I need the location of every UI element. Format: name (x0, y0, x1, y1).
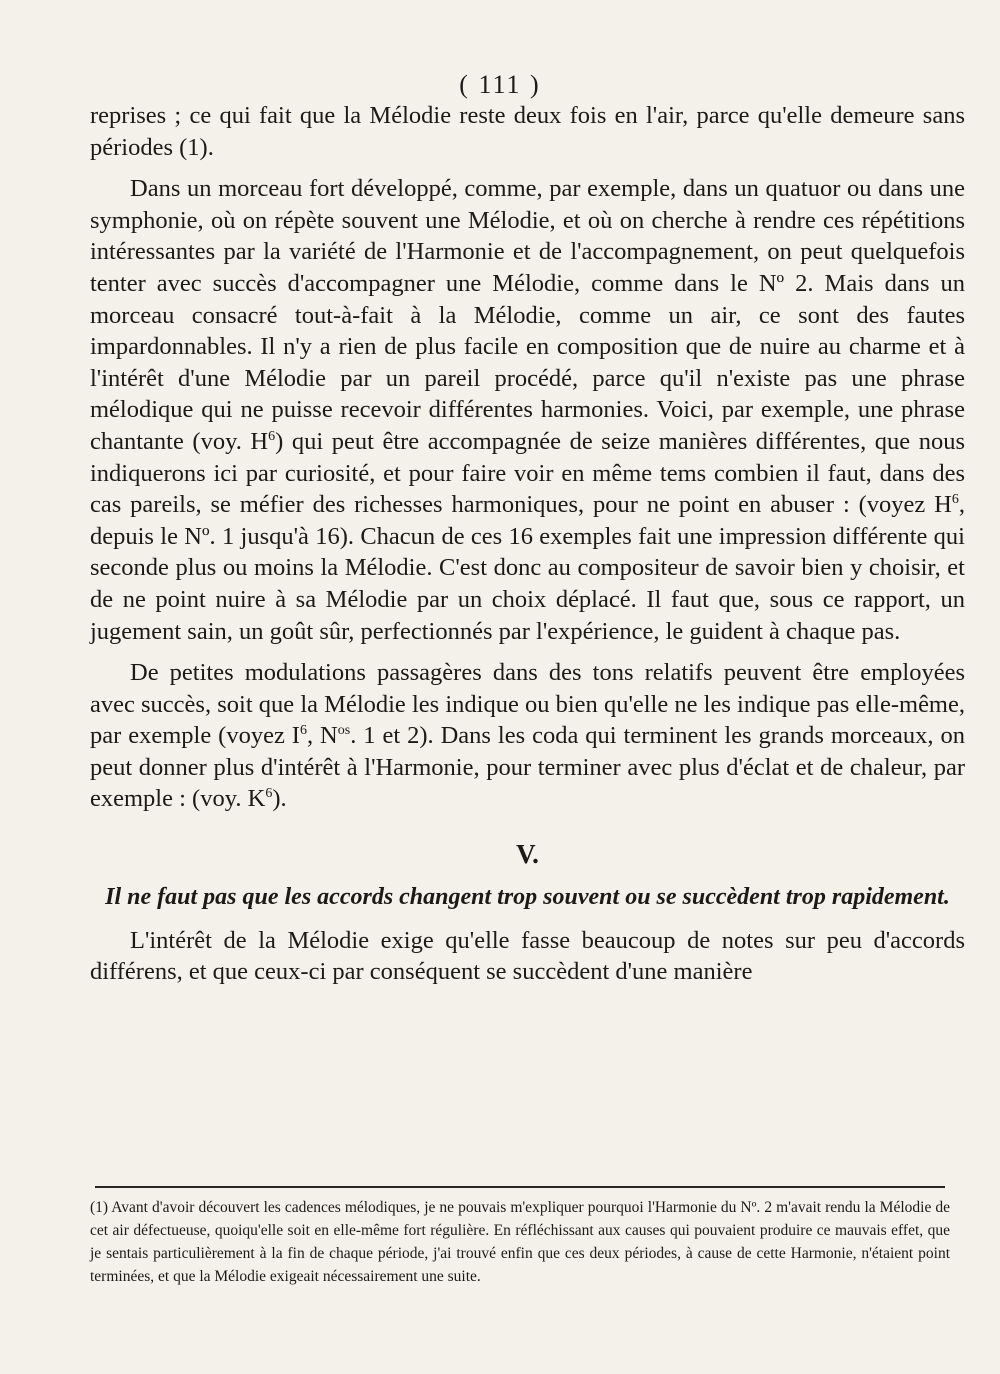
text-run: De petites modulations passagères dans des tons relatifs peuvent être employées avec succès, soit que la Mélodie les indique ou bien qu'elle ne les indique pas elle-même, par exemple (voyez I (90, 659, 965, 750)
section-numeral: V. (516, 839, 539, 870)
text-run: ). (272, 785, 287, 813)
text-run: . 1 et 2). Dans les coda qui terminent les grands morceaux, on peut donner plus d'intérêt à l'Harmonie, pour terminer avec plus d'éclat et de chaleur, par exemple : (voy. K (90, 722, 965, 813)
body-text (90, 100, 965, 988)
text-run: ) qui peut être accompagnée de seize manières différentes, que nous indiquerons ici par curiosité, et pour faire voir en même tems combien il faut, dans des cas pareils, se méfier des richesses harmoniques, pour ne point en abuser : (voyez H (90, 427, 965, 519)
page-number: ( 111 ) (459, 70, 541, 99)
superscript: 6 (299, 723, 307, 739)
section-heading: Il ne faut pas que les accords changent trop souvent ou se succèdent trop rapidement. (105, 883, 950, 910)
paragraph-continuation: reprises ; ce qui fait que la Mélodie reste deux fois en l'air, parce qu'elle demeure sans périodes (1). (90, 102, 965, 161)
superscript: os (337, 723, 351, 739)
paragraph-modulations (90, 657, 965, 815)
superscript: 6 (951, 492, 959, 508)
superscript: 6 (268, 428, 276, 444)
text-run: Dans un morceau fort développé, comme, par exemple, dans un quatuor ou dans une symphonie, où on répète souvent une Mélodie, et où on cherche à rendre ces répétitions intéressantes par la variété de l'Harmonie et de l'accompagnement, on peut quelquefois tenter avec succès d'accompagner une Mélodie, comme dans le Nº 2. Mais dans un morceau consacré tout-à-fait à la Mélodie, comme un air, ce sont des fautes impardonnables. Il n'y a rien de plus facile en composition que de nuire au charme et à l'intérêt d'une Mélodie par un pareil procédé, parce qu'il n'existe pas une phrase mélodique qui ne puisse recevoir différentes harmonies. Voici, par exemple, une phrase chantante (voy. H (90, 175, 965, 455)
footnote: (1) Avant d'avoir découvert les cadences mélodiques, je ne pouvais m'expliquer pourquoi l'Harmonie du Nº. 2 m'avait rendu la Mélodie de cet air défectueuse, quoiqu'elle soit en elle-même fort régulière. En réfléchissant aux causes qui pouvaient produire ce mauvais effet, que je sentais particulièrement à la fin de chaque période, j'ai trouvé enfin que ces deux périodes, à cause de cette Harmonie, n'étaient point terminées, et que la Mélodie exigeait nécessairement une suite. (90, 1199, 950, 1285)
superscript: 6 (265, 786, 273, 802)
footnote-divider (95, 1186, 945, 1188)
paragraph-interest: L'intérêt de la Mélodie exige qu'elle fasse beaucoup de notes sur peu d'accords différens, et que ceux-ci par conséquent se succèdent d'une manière (90, 926, 965, 986)
text-run: , N (306, 722, 338, 750)
paragraph-symphony (90, 173, 965, 647)
text-run: , depuis le Nº. 1 jusqu'à 16). Chacun de ces 16 exemples fait une impression différente qui seconde plus ou moins la Mélodie. C'est donc au compositeur de savoir bien y choisir, et de ne point nuire à sa Mélodie par un choix déplacé. Il faut que, sous ce rapport, un jugement sain, un goût sûr, perfectionnés par l'expérience, le guident à chaque pas. (90, 491, 965, 645)
